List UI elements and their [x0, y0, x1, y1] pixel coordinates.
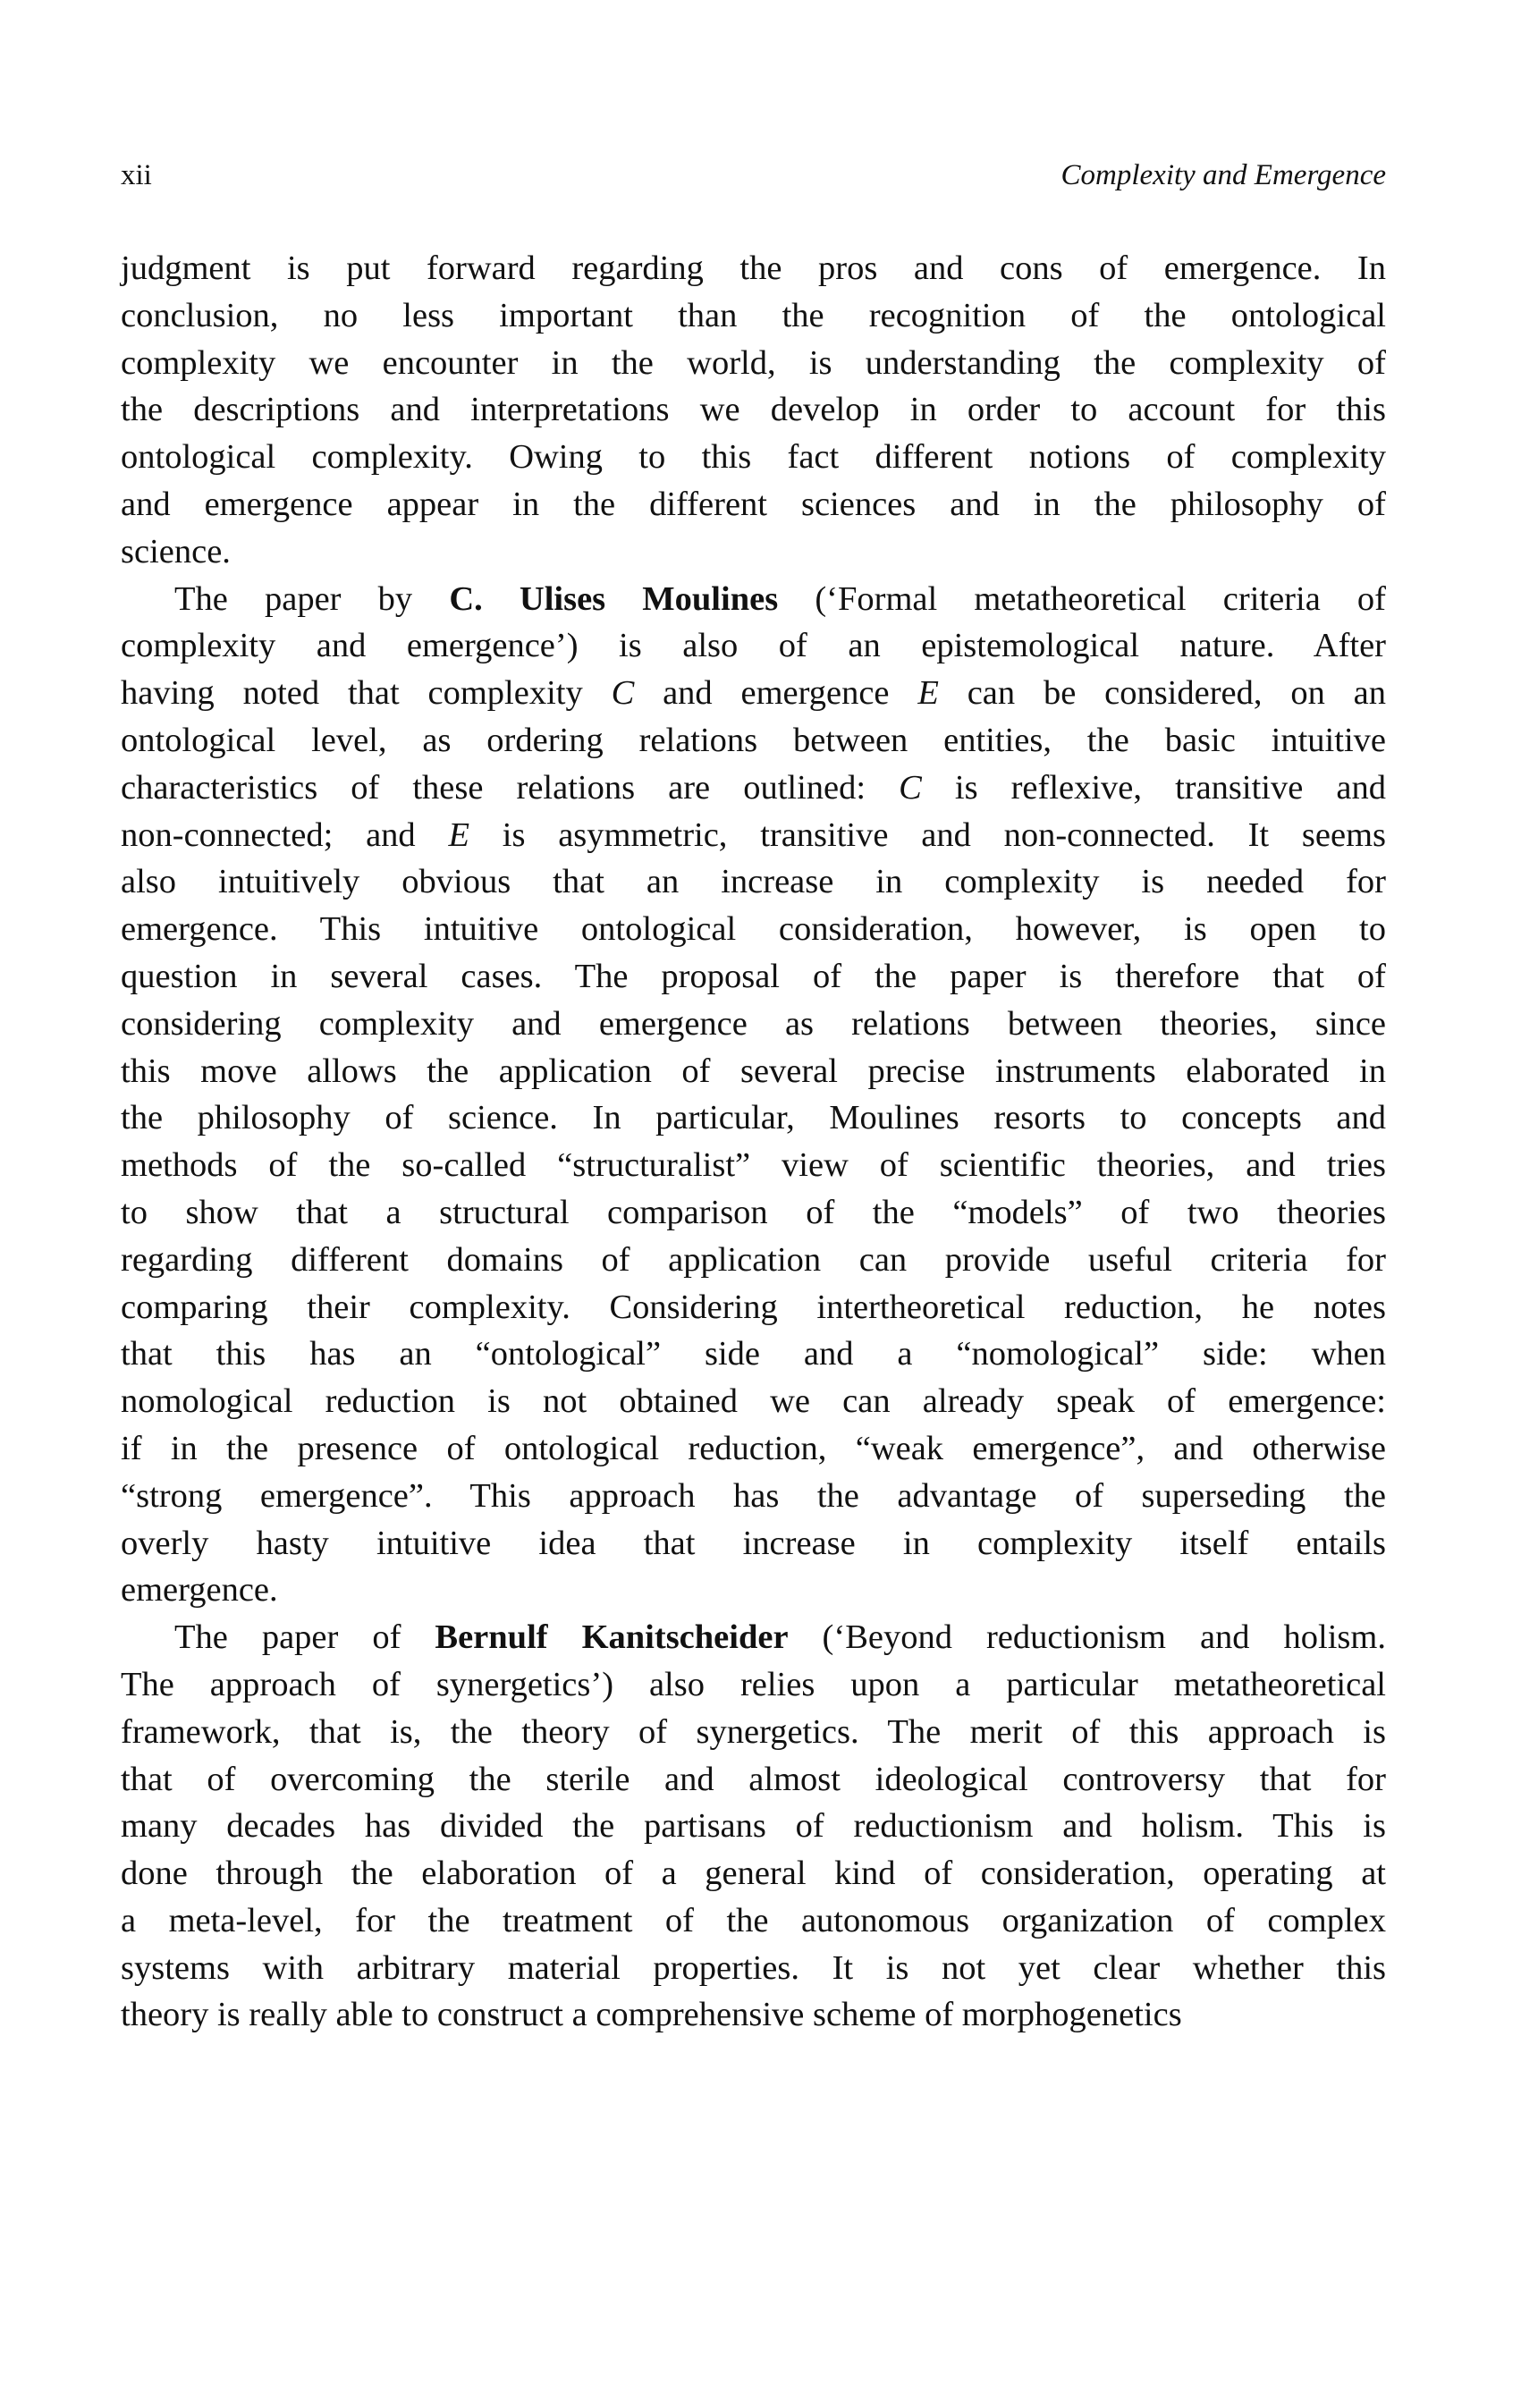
text-line: “strong emergence”. This approach has the advantage of superseding the	[121, 1476, 1386, 1515]
math-symbol: E	[448, 815, 469, 854]
text-line: emergence. This intuitive ontological consideration, however, is open to	[121, 910, 1386, 949]
text-line: the philosophy of science. In particular, Moulines resorts to concepts and	[121, 1099, 1386, 1137]
text-line: The paper of Bernulf Kanitscheider (‘Beyond reductionism and holism.	[174, 1618, 1386, 1657]
math-symbol: C	[611, 674, 635, 713]
text-line: the descriptions and interpretations we develop in order to account for this	[121, 391, 1386, 429]
text-line: nomological reduction is not obtained we can already speak of emergence:	[121, 1382, 1386, 1421]
author-name: Bernulf Kanitscheider	[435, 1618, 789, 1657]
text-line: many decades has divided the partisans of reductionism and holism. This is	[121, 1807, 1386, 1846]
text-line: to show that a structural comparison of the “models” of two theories	[121, 1193, 1386, 1231]
math-symbol: C	[899, 768, 922, 807]
text-line: complexity and emergence’) is also of an epistemological nature. After	[121, 627, 1386, 665]
text-line: systems with arbitrary material properties. It is not yet clear whether this	[121, 1948, 1386, 1987]
text-line: a meta-level, for the treatment of the autonomous organization of complex	[121, 1901, 1386, 1939]
running-title: Complexity and Emergence	[1060, 159, 1386, 191]
text-line: non-connected; and E is asymmetric, transitive and non-connected. It seems	[121, 815, 1386, 854]
text-line: comparing their complexity. Considering intertheoretical reduction, he notes	[121, 1288, 1386, 1326]
text-line: if in the presence of ontological reduction, “weak emergence”, and otherwise	[121, 1429, 1386, 1467]
text-line: having noted that complexity C and emergence E can be considered, on an	[121, 674, 1386, 713]
body-text	[121, 245, 1386, 2039]
paragraph	[121, 576, 1386, 1615]
text-line: complexity we encounter in the world, is understanding the complexity of	[121, 343, 1386, 382]
text-line: science.	[121, 532, 231, 570]
paragraph	[121, 245, 1386, 576]
text-line: judgment is put forward regarding the pros and cons of emergence. In	[121, 249, 1386, 287]
text-line: done through the elaboration of a general kind of consideration, operating at	[121, 1855, 1386, 1893]
text-line: theory is really able to construct a comprehensive scheme of morphogenetics	[121, 1996, 1182, 2034]
text-line: that of overcoming the sterile and almost ideological controversy that for	[121, 1760, 1386, 1798]
text-line: and emergence appear in the different sciences and in the philosophy of	[121, 485, 1386, 523]
text-line: also intuitively obvious that an increase in complexity is needed for	[121, 863, 1386, 901]
text-line: conclusion, no less important than the recognition of the ontological	[121, 296, 1386, 334]
text-line: ontological level, as ordering relations between entities, the basic intuitive	[121, 721, 1386, 759]
text-line: emergence.	[121, 1571, 278, 1610]
text-line: framework, that is, the theory of synergetics. The merit of this approach is	[121, 1712, 1386, 1751]
text-line: overly hasty intuitive idea that increase in complexity itself entails	[121, 1524, 1386, 1562]
text-line: this move allows the application of several precise instruments elaborated in	[121, 1052, 1386, 1090]
text-line: methods of the so-called “structuralist” view of scientific theories, and tries	[121, 1146, 1386, 1185]
text-line: regarding different domains of application can provide useful criteria for	[121, 1240, 1386, 1279]
math-symbol: E	[917, 674, 939, 713]
author-name: C. Ulises Moulines	[449, 579, 779, 618]
page-number: xii	[121, 159, 152, 191]
text-line: The paper by C. Ulises Moulines (‘Formal metatheoretical criteria of	[174, 579, 1386, 618]
running-header	[121, 159, 1386, 195]
text-line: question in several cases. The proposal of the paper is therefore that of	[121, 957, 1386, 995]
text-line: considering complexity and emergence as relations between theories, since	[121, 1004, 1386, 1043]
text-line: ontological complexity. Owing to this fact different notions of complexity	[121, 438, 1386, 477]
text-line: The approach of synergetics’) also relies upon a particular metatheoretical	[121, 1665, 1386, 1703]
paragraph	[121, 1614, 1386, 2039]
text-line: characteristics of these relations are outlined: C is reflexive, transitive and	[121, 768, 1386, 807]
text-line: that this has an “ontological” side and a “nomological” side: when	[121, 1335, 1386, 1373]
